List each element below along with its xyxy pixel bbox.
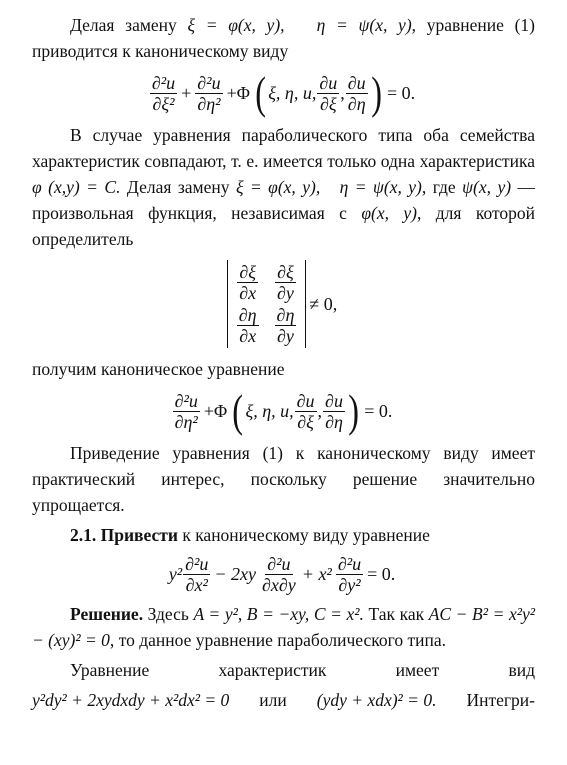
phi-args: ξ, η, u, xyxy=(268,82,317,103)
word-1: Уравнение xyxy=(70,660,150,680)
phi-function: φ(x, y) xyxy=(361,203,417,223)
solution-label: Решение. xyxy=(70,604,144,624)
characteristic-phi: φ (x,y) = С. xyxy=(32,177,121,197)
equation-problem: y² $\frac{\text{∂²u}}{\text{∂x²}}$ − 2xy $\frac{\text{∂²u}}{\partial x\partial y}$ + x² $\frac{\text{∂²u}}{\text{∂y²}}$ = 0. xyxy=(168,554,396,595)
characteristic-equation: y²dy² + 2xydxdy + x²dx² = 0 xyxy=(32,690,230,710)
characteristic-equation-line xyxy=(32,687,535,713)
phi-operator: +Φ xyxy=(203,400,228,421)
hyphenated-tail: Интегри- xyxy=(466,690,535,710)
equation-rhs: = 0. xyxy=(367,564,396,584)
frac-d2u-deta2: $\frac{\text{∂²u}}{\text{∂η²}}$ xyxy=(197,72,221,114)
paragraph-parabolic xyxy=(32,122,535,252)
equation-canonical-2: $\frac{\text{∂²u}}{\text{∂η²}}$ +Φ ( ξ, η, u, $\frac{\partial u}{\partial\xi}$ , $\frac{\partial u}{\partial\eta}$ ) = 0. xyxy=(174,385,393,436)
left-paren: ( xyxy=(255,67,266,118)
equation-canonical-1 xyxy=(32,67,535,118)
characteristic-equation-factored: (ydy + xdx)² = 0. xyxy=(316,690,437,710)
determinant-matrix: $\frac{\partial\xi}{\partial x}$ $\frac{\partial\xi}{\partial y}$ $\frac{\partial\eta}{\partial x}$ $\frac{\partial\eta}{\partial y}$ xyxy=(227,260,307,348)
text-5: , для которой определитель xyxy=(32,203,536,249)
text-4: — произвольная функция, независимая с xyxy=(32,177,535,223)
equation-rhs: = 0. xyxy=(364,400,393,421)
word-4: вид xyxy=(508,660,535,680)
phi-args: ξ, η, u, xyxy=(245,400,294,421)
phi-operator: +Φ xyxy=(226,82,250,103)
coef-2xy: − 2xy xyxy=(214,564,257,584)
plus-sign: + xyxy=(181,82,192,103)
text: получим каноническое уравнение xyxy=(32,359,285,379)
right-paren: ) xyxy=(370,67,382,118)
coefficients: A = y², B = −xy, C = x². xyxy=(193,604,364,624)
comma: , xyxy=(340,82,345,103)
problem-text: к каноническому виду уравнение xyxy=(182,525,430,545)
text-rest: , уравнение (1) приводится к каноническому виду xyxy=(32,15,536,61)
paragraph-canonical-intro xyxy=(32,356,535,382)
determinant-rhs: ≠ 0, xyxy=(309,293,338,314)
frac-d2u-dxi2: $\frac{\text{∂²u}}{\text{∂ξ²}}$ xyxy=(151,72,176,114)
text-1: В случае уравнения параболического типа оба семейства характеристик совпадают, т. е. имеется только одна характеристика xyxy=(32,125,535,171)
jacobian-determinant xyxy=(32,260,535,348)
problem-statement xyxy=(32,522,535,548)
document-page xyxy=(32,12,535,713)
discriminant-expression: AC − B² = x²y² − (xy)² = 0, xyxy=(32,604,535,650)
left-paren: ( xyxy=(232,385,244,436)
psi-function: ψ(x, y) xyxy=(462,177,512,197)
frac-du-deta: $\frac{\partial u}{\partial\eta}$ xyxy=(347,72,366,114)
right-paren: ) xyxy=(348,385,359,436)
text-lead: Делая замену xyxy=(70,15,177,35)
text-3: , где xyxy=(421,177,456,197)
frac-du-dxi: $\frac{\partial u}{\partial\xi}$ xyxy=(319,72,338,114)
eta-definition-2: η = ψ(x, y) xyxy=(339,177,422,197)
eta-definition: η = ψ(x, y) xyxy=(316,15,412,35)
text: Приведение уравнения (1) к каноническому виду имеет практический интерес, поскольку решение значительно упрощается. xyxy=(32,443,535,515)
coef-x2: + x² xyxy=(301,564,332,584)
xi-definition-2: ξ = φ(x, y), xyxy=(235,177,321,197)
text-1: Здесь xyxy=(147,604,189,624)
problem-number: 2.1. Привести xyxy=(70,525,178,545)
paragraph-practical-interest xyxy=(32,440,535,518)
coef-y2: y² xyxy=(168,564,183,584)
solution-paragraph xyxy=(32,601,535,653)
word-or: или xyxy=(259,690,287,710)
xi-definition: ξ = φ(x, y), xyxy=(187,15,285,35)
equation-rhs: = 0. xyxy=(387,82,416,103)
text-2: Делая замену xyxy=(126,177,230,197)
text-3: то данное уравнение параболического типа. xyxy=(118,630,446,650)
text-2: Так как xyxy=(368,604,425,624)
word-2: характеристик xyxy=(218,660,327,680)
paragraph-substitution xyxy=(32,12,535,64)
characteristic-line xyxy=(32,657,535,683)
word-3: имеет xyxy=(395,660,440,680)
